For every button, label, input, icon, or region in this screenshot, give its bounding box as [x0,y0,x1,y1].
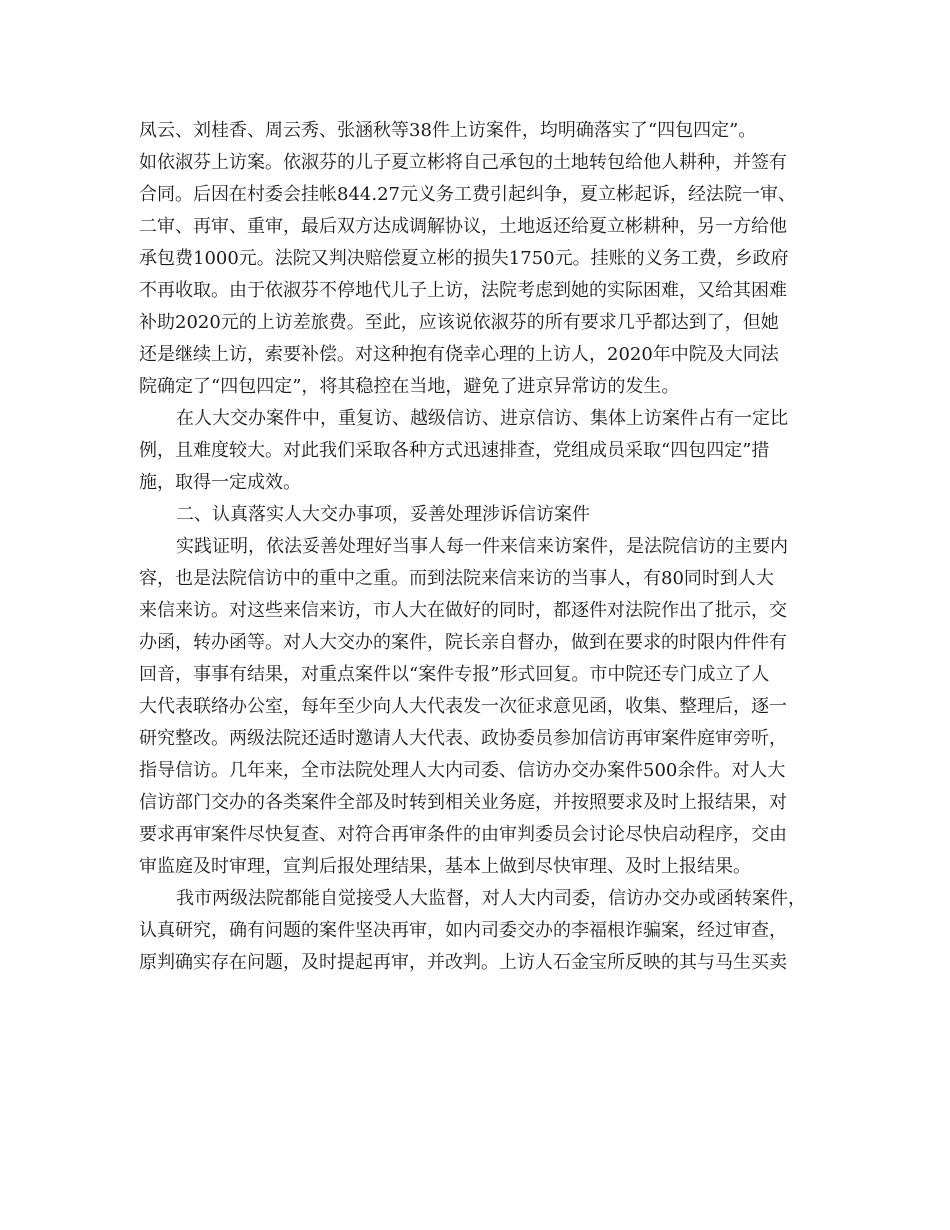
text-line: 实践证明，依法妥善处理好当事人每一件来信来访案件，是法院信访的主要内 [176,536,788,557]
text-line: 指导信访。几年来，全市法院处理人大内司委、信访办交办案件500余件。对人大 [139,760,786,781]
text-line: 认真研究，确有问题的案件坚决再审，如内司委交办的李福根诈骗案，经过审查， [139,920,787,941]
paragraph [139,531,829,883]
text-line: 办函，转办函等。对人大交办的案件，院长亲自督办，做到在要求的时限内件件有 [139,632,787,653]
text-line: 合同。后因在村委会挂帐844.27元义务工费引起纠争，夏立彬起诉，经法院一审、 [139,184,796,205]
text-line: 大代表联络办公室，每年至少向人大代表发一次征求意见函，收集、整理后，逐一 [139,696,787,717]
text-line: 承包费1000元。法院又判决赔偿夏立彬的损失1750元。挂账的义务工费，乡政府 [139,248,789,269]
text-line: 回音，事事有结果，对重点案件以“案件专报”形式回复。市中院还专门成立了人 [139,664,770,685]
text-line: 院确定了“四包四定”，将其稳控在当地，避免了进京异常访的发生。 [139,376,680,397]
text-line: 还是继续上访，索要补偿。对这种抱有侥幸心理的上访人，2020年中院及大同法 [139,344,779,365]
text-line: 来信来访。对这些来信来访，市人大在做好的同时，都逐件对法院作出了批示，交 [139,600,787,621]
text-line: 原判确实存在问题，及时提起再审，并改判。上访人石金宝所反映的其与马生买卖 [139,952,787,973]
paragraph [139,499,829,531]
paragraph [139,883,829,979]
text-line: 凤云、刘桂香、周云秀、张涵秋等38件上访案件，均明确落实了“四包四定”。 [139,120,757,141]
text-line: 信访部门交办的各类案件全部及时转到相关业务庭，并按照要求及时上报结果，对 [139,792,787,813]
text-line: 如依淑芬上访案。依淑芬的儿子夏立彬将自己承包的土地转包给他人耕种，并签有 [139,152,787,173]
paragraph [139,115,829,147]
text-line: 我市两级法院都能自觉接受人大监督，对人大内司委，信访办交办或函转案件， [176,888,806,909]
text-line: 例，且难度较大。对此我们采取各种方式迅速排查，党组成员采取“四包四定”措 [139,440,770,461]
text-line: 施，取得一定成效。 [139,472,301,493]
text-line: 在人大交办案件中，重复访、越级信访、进京信访、集体上访案件占有一定比 [176,408,788,429]
text-line: 审监庭及时审理，宣判后报处理结果，基本上做到尽快审理、及时上报结果。 [139,856,751,877]
paragraph [139,147,829,403]
text-line: 容，也是法院信访中的重中之重。而到法院来信来访的当事人，有80同时到人大 [139,568,774,589]
text-line: 二审、再审、重审，最后双方达成调解协议，土地返还给夏立彬耕种，另一方给他 [139,216,787,237]
paragraph [139,403,829,499]
text-line: 二、认真落实人大交办事项，妥善处理涉诉信访案件 [176,504,590,525]
text-line: 要求再审案件尽快复查、对符合再审条件的由审判委员会讨论尽快启动程序，交由 [139,824,787,845]
document-body [139,115,829,979]
text-line: 补助2020元的上访差旅费。至此，应该说依淑芬的所有要求几乎都达到了，但她 [139,312,779,333]
text-line: 不再收取。由于依淑芬不停地代儿子上访，法院考虑到她的实际困难，又给其困难 [139,280,787,301]
text-line: 研究整改。两级法院还适时邀请人大代表、政协委员参加信访再审案件庭审旁听， [139,728,787,749]
